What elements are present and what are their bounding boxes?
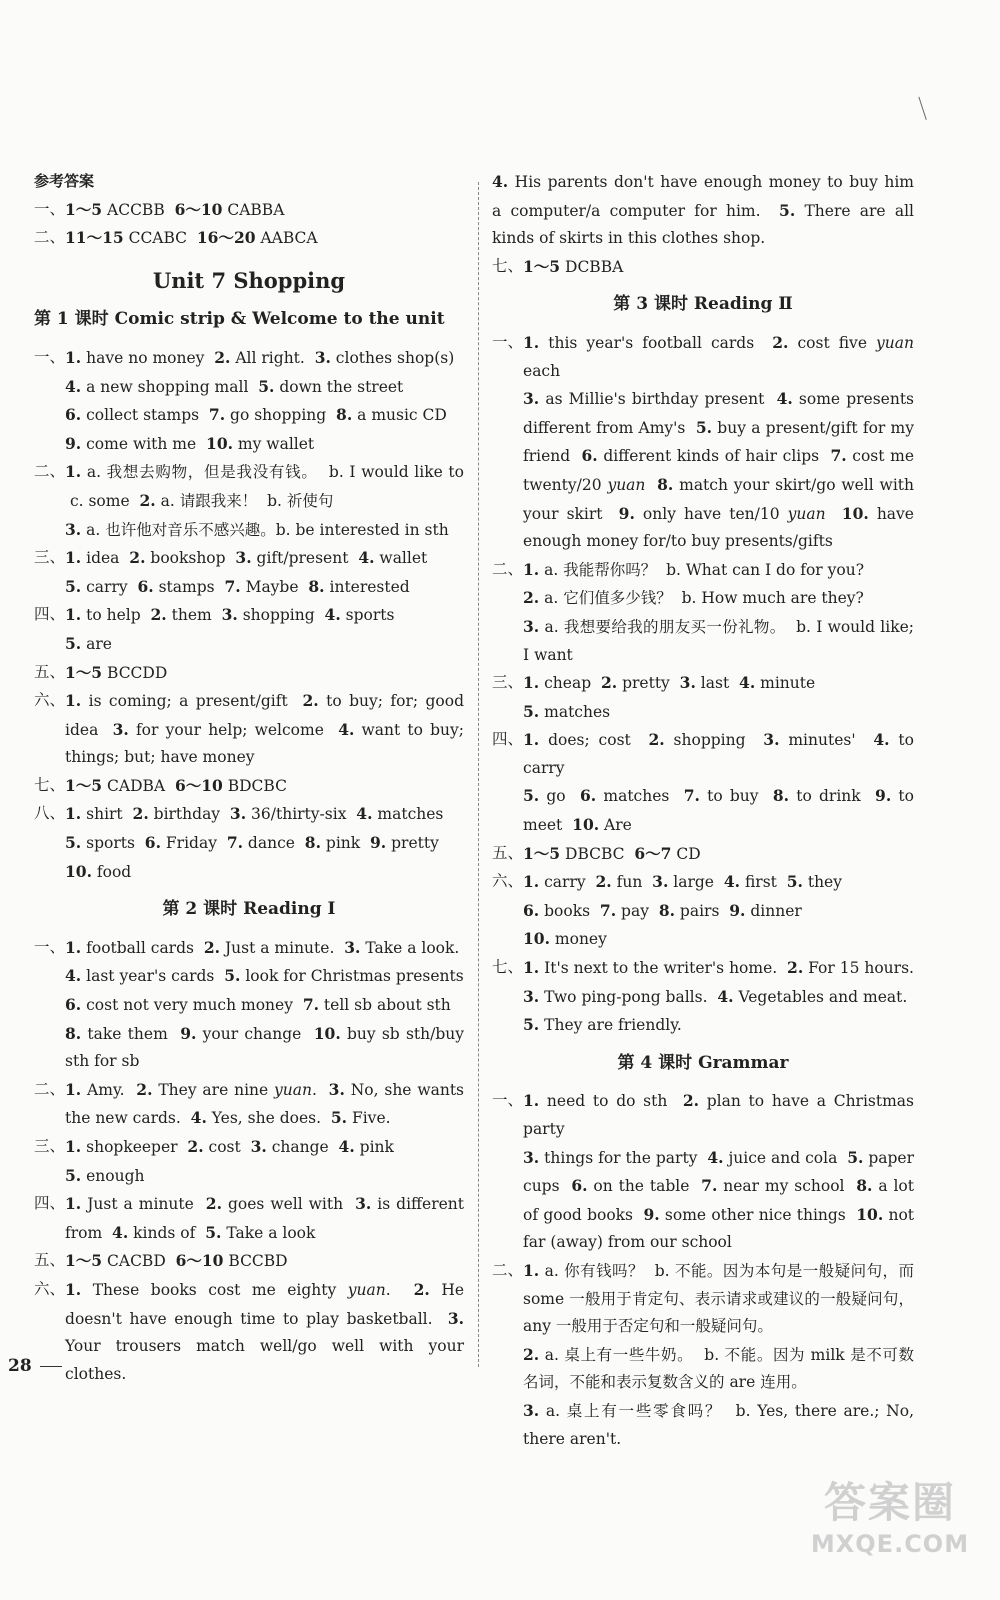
answer-row (492, 253, 914, 282)
lesson-3-answers (492, 329, 914, 1040)
section-number: 六、 (492, 872, 524, 891)
answer-row (34, 1276, 464, 1388)
left-column (34, 168, 464, 1388)
answer-text: 1. a. 我想去购物，但是我没有钱。 b. I would like to c. some 2. a. 请跟我来！ b. 祈使句 3. a. 也许他对音乐不感兴趣。b. be interested in sth (65, 462, 464, 539)
answer-row (34, 224, 464, 253)
answer-row (34, 687, 464, 772)
section-number: 一、 (34, 347, 66, 366)
lesson-1-answers (34, 344, 464, 886)
answer-row (492, 1257, 914, 1453)
answer-text: 1. to help 2. them 3. shopping 4. sports 5. are (65, 605, 395, 653)
answer-text: 1～5 CACBD 6～10 BCCBD (65, 1251, 288, 1271)
answer-row (492, 669, 914, 726)
section-number: 七、 (492, 256, 524, 275)
lesson-2-heading: 第 2 课时 Reading Ⅰ (162, 899, 336, 920)
answer-text: 1～5 ACCBB 6～10 CABBA (65, 199, 285, 219)
answer-text: 1. Amy. 2. They are nine yuan. 3. No, she wants the new cards. 4. Yes, she does. 5. Five. (65, 1079, 464, 1128)
section-number: 二、 (492, 1260, 524, 1279)
section-number: 八、 (34, 804, 66, 823)
answer-row (34, 344, 464, 458)
answer-row (492, 868, 914, 954)
answer-row (492, 329, 914, 556)
top-answers (34, 196, 464, 253)
answer-row (492, 840, 914, 869)
column-divider (478, 182, 479, 1367)
answer-text: 1. does; cost 2. shopping 3. minutes' 4. to carry 5. go 6. matches 7. to buy 8. to drink 9. to meet 10. Are (523, 730, 914, 835)
answer-text: 1. cheap 2. pretty 3. last 4. minute 5. matches (523, 673, 816, 721)
answer-row (34, 1133, 464, 1190)
answer-text: 1. have no money 2. All right. 3. clothes shop(s) 4. a new shopping mall 5. down the street 6. collect stamps 7. go shopping 8. a music CD 9. come with me 10. my wallet (65, 347, 455, 453)
section-number: 二、 (492, 559, 524, 578)
answer-text: 1. football cards 2. Just a minute. 3. Take a look. 4. last year's cards 5. look for Christmas presents 6. cost not very much money 7. tell sb about sth 8. take them 9. your change 10. buy sb sth/buy sth for sb (65, 937, 464, 1071)
answer-text: 1. is coming; a present/gift 2. to buy; for; good idea 3. for your help; welcome 4. want to buy; things; but; have money (65, 691, 464, 767)
answer-row (34, 196, 464, 225)
answer-text: 11～15 CCABC 16～20 AABCA (65, 228, 318, 248)
answer-text: 1. a. 你有钱吗？ b. 不能。因为本句是一般疑问句，而 some 一般用于肯定句、表示请求或建议的一般疑问句，any 一般用于否定句和一般疑问句。 2. a. 桌上有一些牛奶。 b. 不能。因为 milk 是不可数名词，不能和表示复数含义的 are 连用。 3. a. 桌上有一些零食吗？ b. Yes, there are.; No, there aren't. (523, 1260, 914, 1448)
answer-text: 1. These books cost me eighty yuan. 2. He doesn't have enough time to play basketball. 3. Your trousers match well/go well with your clothes. (65, 1279, 465, 1383)
section-number: 七、 (492, 958, 524, 977)
section-number: 二、 (34, 228, 66, 247)
watermark-text: 答案圈 (823, 1478, 956, 1527)
answer-row (492, 954, 914, 1040)
answer-row (34, 800, 464, 886)
answer-text: 1. need to do sth 2. plan to have a Christmas party 3. things for the party 4. juice and cola 5. paper cups 6. on the table 7. near my school 8. a lot of good books 9. some other nice things 10. not far (away) from our school (523, 1091, 915, 1252)
answer-row (34, 1190, 464, 1247)
right-column (492, 168, 914, 1453)
answer-row (492, 168, 914, 253)
section-number: 五、 (492, 843, 524, 862)
reference-answers-title: 参考答案 (34, 172, 95, 190)
answer-row (34, 772, 464, 801)
section-number: 五、 (34, 662, 66, 681)
section-number: 二、 (34, 1079, 66, 1098)
answer-text: 1. shopkeeper 2. cost 3. change 4. pink 5. enough (65, 1137, 394, 1185)
section-number: 七、 (34, 775, 66, 794)
section-number: 四、 (492, 730, 524, 749)
answer-row (492, 726, 914, 839)
answer-row (34, 1247, 464, 1276)
answer-text: 1～5 DBCBC 6～7 CD (523, 843, 701, 863)
answer-row (34, 601, 464, 658)
answer-text: 1. It's next to the writer's home. 2. For 15 hours. 3. Two ping-pong balls. 4. Vegetables and meat. 5. They are friendly. (523, 958, 914, 1035)
pen-mark (918, 96, 928, 120)
section-number: 四、 (34, 1194, 66, 1213)
section-number: 六、 (34, 691, 66, 710)
answer-text: 1. shirt 2. birthday 3. 36/thirty-six 4. matches 5. sports 6. Friday 7. dance 8. pink 9. pretty 10. food (65, 804, 444, 881)
page-number: 28 (8, 1356, 62, 1376)
section-number: 五、 (34, 1251, 66, 1270)
answer-text: 1. carry 2. fun 3. large 4. first 5. they 6. books 7. pay 8. pairs 9. dinner 10. money (523, 872, 842, 949)
section-number: 一、 (492, 332, 524, 351)
section-number: 一、 (34, 199, 66, 218)
section-number: 一、 (492, 1091, 524, 1110)
answer-row (492, 1087, 914, 1257)
answer-text: 1. a. 我能帮你吗？ b. What can I do for you? 2. a. 它们值多少钱？ b. How much are they? 3. a. 我想要给我的朋友买一份礼物。 b. I would like; I want (523, 559, 914, 664)
answer-text: 1. idea 2. bookshop 3. gift/present 4. wallet 5. carry 6. stamps 7. Maybe 8. interested (65, 548, 428, 596)
section-number: 二、 (34, 462, 66, 481)
answer-text: 4. His parents don't have enough money to buy him a computer/a computer for him. 5. There are all kinds of skirts in this clothes shop. (492, 172, 914, 248)
answer-text: 1. this year's football cards 2. cost five yuan each 3. as Millie's birthday present 4. some presents different from Amy's 5. buy a present/gift for my friend 6. different kinds of hair clips 7. cost me twenty/20 yuan 8. match your skirt/go well with your skirt 9. only have ten/10 yuan 10. have enough money for/to buy presents/gifts (523, 332, 914, 551)
lesson-2-answers (34, 934, 464, 1389)
section-number: 六、 (34, 1279, 66, 1298)
watermark-logo (810, 1470, 970, 1558)
lesson-4-heading: 第 4 课时 Grammar (617, 1052, 789, 1073)
lesson-1-heading: 第 1 课时 Comic strip & Welcome to the unit (34, 309, 445, 330)
answer-row (34, 934, 464, 1076)
answer-row (34, 544, 464, 601)
lesson-4-answers (492, 1087, 914, 1453)
section-number: 三、 (492, 673, 524, 692)
section-number: 一、 (34, 937, 66, 956)
answer-row (34, 1076, 464, 1133)
answer-row (34, 458, 464, 544)
lesson-2-continued (492, 168, 914, 281)
answer-text: 1～5 DCBBA (523, 256, 624, 276)
answer-text: 1. Just a minute 2. goes well with 3. is different from 4. kinds of 5. Take a look (65, 1194, 465, 1242)
section-number: 三、 (34, 548, 66, 567)
unit-title: Unit 7 Shopping (152, 267, 346, 293)
section-number: 三、 (34, 1137, 66, 1155)
section-number: 四、 (34, 605, 66, 624)
lesson-3-heading: 第 3 课时 Reading Ⅱ (613, 294, 793, 315)
answer-text: 1～5 BCCDD (65, 662, 168, 682)
answer-text: 1～5 CADBA 6～10 BDCBC (65, 775, 287, 795)
answer-row (492, 556, 914, 669)
answer-row (34, 659, 464, 688)
watermark-url: MXQE.COM (810, 1530, 970, 1558)
